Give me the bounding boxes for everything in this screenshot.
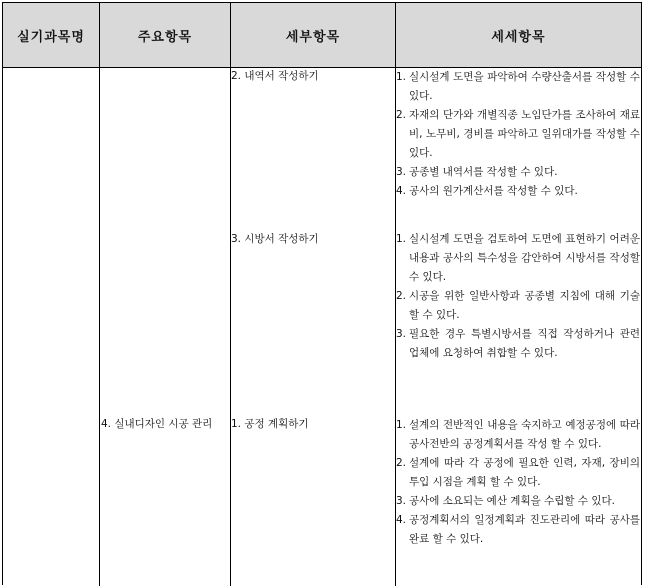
main-item-label: 4. 실내디자인 시공 관리 [101, 418, 213, 430]
header-subject: 실기과목명 [17, 29, 85, 45]
list-item: 1. 실시설계 도면을 검토하여 도면에 표현하기 어려운 내용과 공사의 특수성을 감안하여 시방서를 작성할 수 있다. [396, 233, 640, 283]
list-item: 3. 공사에 소요되는 예산 계획을 수립할 수 있다. [396, 495, 615, 507]
header-main-item: 주요항목 [137, 29, 193, 45]
list-item: 2. 설계에 따라 각 공정에 필요한 인력, 자재, 장비의 투입 시점을 계획 할 수 있다. [396, 457, 640, 488]
exam-table [2, 2, 642, 585]
list-item: 3. 공종별 내역서를 작성할 수 있다. [396, 166, 558, 178]
detail-list [396, 416, 640, 549]
list-item: 1. 설계의 전반적인 내용을 숙지하고 예정공정에 따라 공사전반의 공정계획서를 작성 할 수 있다. [396, 419, 640, 450]
sub-item-label: 2. 내역서 작성하기 [231, 70, 319, 82]
list-item: 2. 시공을 위한 일반사항과 공종별 지침에 대해 기술할 수 있다. [396, 290, 640, 321]
detail-list [396, 68, 640, 201]
header-detail-item: 세세항목 [491, 29, 546, 45]
column-divider [99, 3, 100, 586]
list-item: 3. 필요한 경우 특별시방서를 직접 작성하거나 관련 업체에 요청하여 취합할 수 있다. [396, 328, 640, 359]
list-item: 4. 공사의 원가계산서를 작성할 수 있다. [396, 185, 578, 197]
column-divider [230, 3, 231, 586]
sub-item-label: 3. 시방서 작성하기 [231, 233, 319, 245]
detail-list [396, 230, 640, 363]
list-item: 1. 실시설계 도면을 파악하여 수량산출서를 작성할 수 있다. [396, 71, 640, 102]
sub-item-label: 1. 공정 계획하기 [231, 418, 309, 430]
list-item: 4. 공정계획서의 일정계획과 진도관리에 따라 공사를 완료 할 수 있다. [396, 514, 640, 545]
list-item: 2. 자재의 단가와 개별직종 노임단가를 조사하여 재료비, 노무비, 경비를 파악하고 일위대가를 작성할 수 있다. [396, 109, 640, 159]
header-sub-item: 세부항목 [285, 29, 341, 45]
